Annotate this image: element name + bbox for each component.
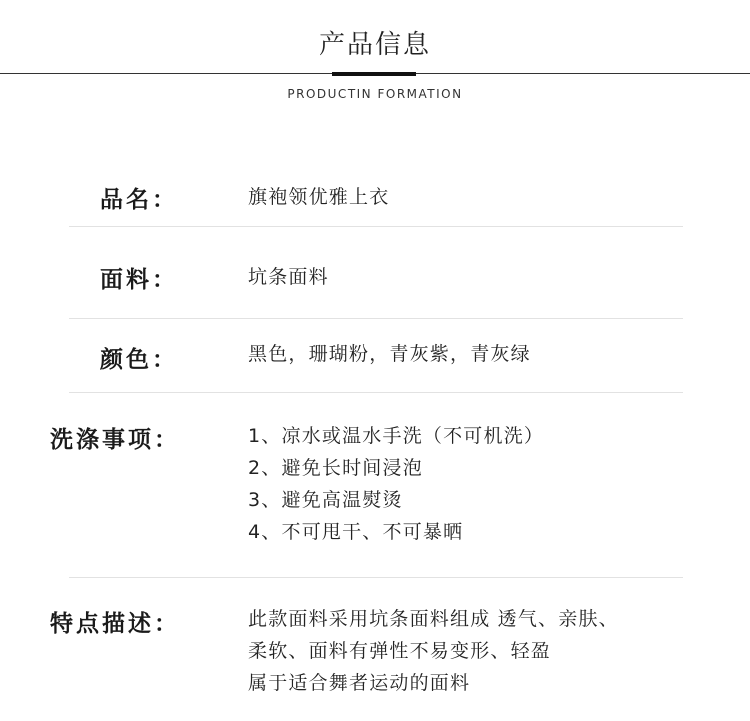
features-line: 属于适合舞者运动的面料 xyxy=(248,672,471,694)
row-divider xyxy=(69,577,683,578)
care-line: 1、凉水或温水手洗（不可机洗） xyxy=(248,425,545,447)
page-title: 产品信息 xyxy=(318,30,431,60)
care-line: 3、避免高温熨烫 xyxy=(248,489,403,511)
features-line: 此款面料采用坑条面料组成 透气、亲肤、 xyxy=(248,608,619,630)
row-divider xyxy=(69,392,683,393)
fabric-label: 面料： xyxy=(100,267,178,293)
features-line: 柔软、面料有弹性不易变形、轻盈 xyxy=(248,640,552,662)
care-line: 2、避免长时间浸泡 xyxy=(248,457,423,479)
header-accent-bar xyxy=(332,72,416,76)
features-value-list xyxy=(248,603,619,699)
color-value: 黑色，珊瑚粉，青灰紫，青灰绿 xyxy=(248,343,531,365)
care-line: 4、不可甩干、不可暴晒 xyxy=(248,521,464,543)
name-value: 旗袍领优雅上衣 xyxy=(248,186,390,208)
features-label: 特点描述： xyxy=(50,611,180,637)
row-divider xyxy=(69,318,683,319)
care-label: 洗涤事项： xyxy=(50,427,180,453)
care-value-list xyxy=(248,420,544,548)
name-label: 品名： xyxy=(100,187,178,213)
fabric-value: 坑条面料 xyxy=(248,266,329,288)
row-divider xyxy=(69,226,683,227)
color-label: 颜色： xyxy=(100,347,178,373)
page-subtitle: PRODUCTIN FORMATION xyxy=(287,87,463,101)
